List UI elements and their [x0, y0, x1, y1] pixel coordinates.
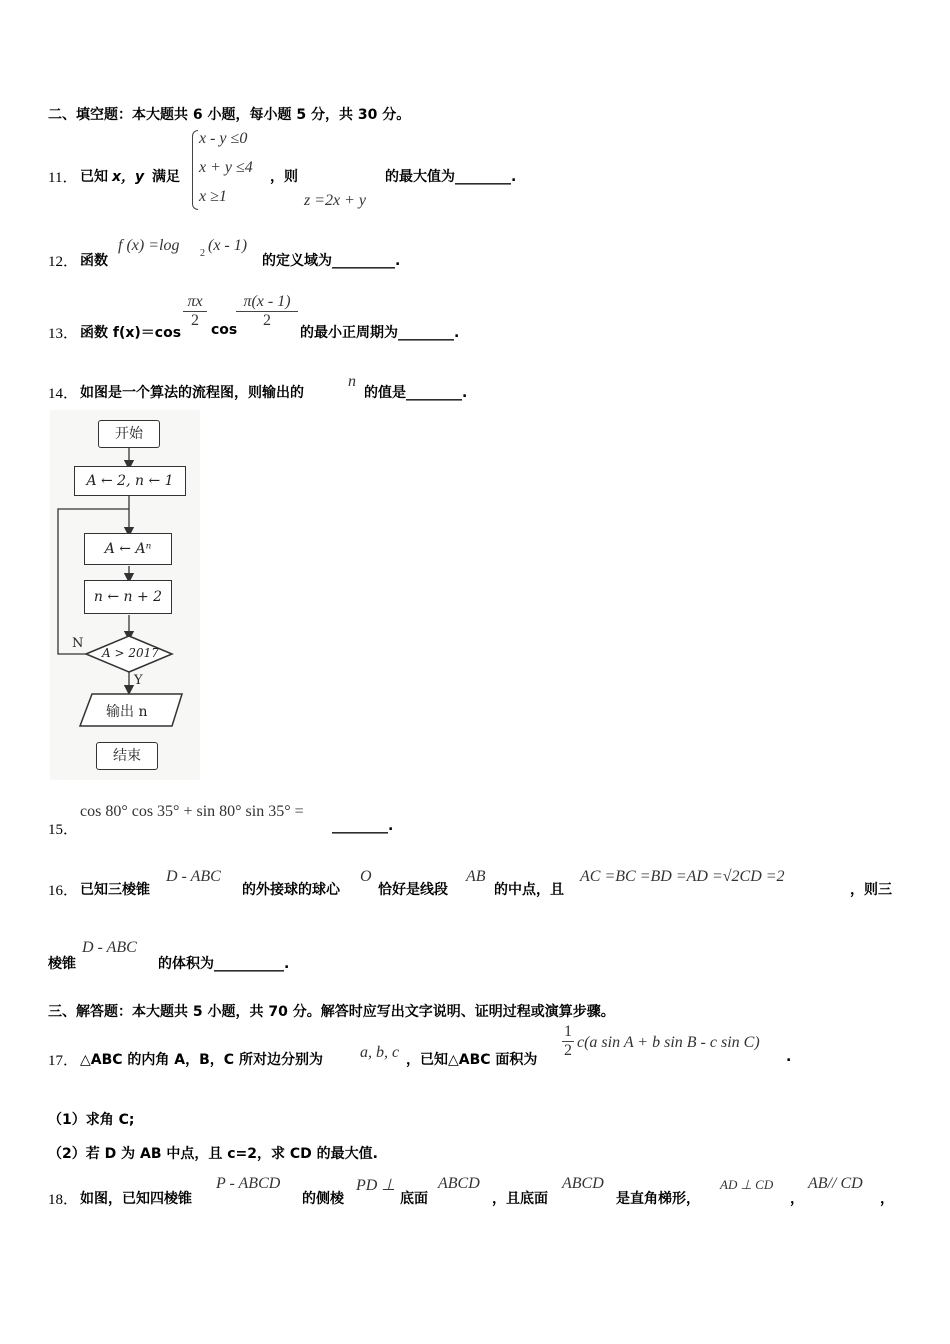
q13-fraction-2-numerator: π(x - 1) — [243, 293, 291, 310]
q16-center: O — [360, 868, 372, 885]
q11-number: 11． — [48, 170, 78, 186]
q18-text-a: 如图，已知四棱锥 — [80, 1191, 192, 1207]
q15-expression: cos 80° cos 35° + sin 80° sin 35° = — [80, 803, 304, 820]
q13-number: 13． — [48, 326, 79, 342]
q16-text-e: ，则三 — [850, 882, 892, 898]
q11-text-d: 的最大值为________. — [385, 169, 517, 185]
q16-line2-pyramid: D - ABC — [82, 939, 137, 956]
q17-end: . — [786, 1049, 792, 1065]
q18-pyramid: P - ABCD — [216, 1175, 281, 1192]
flowchart-start: 开始 — [98, 420, 160, 448]
q18-base-2: ABCD — [562, 1175, 604, 1192]
q17-part-2: （2）若 D 为 AB 中点，且 c=2，求 CD 的最大值. — [48, 1146, 378, 1162]
flowchart-condition: A > 2017 — [102, 646, 159, 660]
q14-number: 14． — [48, 386, 79, 402]
q17-fraction — [562, 1023, 574, 1060]
q15-number: 15． — [48, 822, 79, 838]
q12-function: f (x) =log — [118, 237, 180, 254]
q13-fraction-2 — [236, 293, 298, 330]
q16-condition: AC =BC =BD =AD =√2CD =2 — [580, 868, 785, 885]
q16-line2-text-b: 的体积为__________. — [158, 956, 290, 972]
q13-cos-2: cos — [211, 322, 238, 338]
q11-constraint-1: x - y ≤0 — [199, 130, 248, 147]
q12-argument: (x - 1) — [208, 237, 248, 254]
q17-part-1: （1）求角 C; — [48, 1112, 135, 1128]
q16-text-b: 的外接球的球心 — [242, 882, 340, 898]
q18-edge: PD ⊥ — [356, 1177, 396, 1194]
flowchart-step-power: A ← Aⁿ — [84, 533, 172, 565]
q13-fraction-1-denominator: 2 — [183, 311, 207, 330]
flowchart-step-increment: n ← n + 2 — [84, 580, 172, 614]
q11-vars: x，y — [112, 169, 145, 185]
q13-text-a: 函数 f(x)＝cos — [80, 325, 182, 341]
q16-text-c: 恰好是线段 — [378, 882, 448, 898]
q17-fraction-denominator: 2 — [564, 1042, 572, 1059]
flowchart — [50, 410, 200, 780]
flowchart-output: 输出 n — [106, 704, 148, 720]
q14-text-a: 如图是一个算法的流程图，则输出的 — [80, 385, 304, 401]
q18-text-b: 的侧棱 — [302, 1191, 344, 1207]
q11-text-a: 已知 — [80, 169, 108, 185]
q18-text-e: 是直角梯形， — [616, 1191, 700, 1207]
flowchart-yes-label: Y — [134, 673, 143, 688]
q17-sides: a, b, c — [360, 1044, 400, 1061]
q13-fraction-2-denominator: 2 — [236, 311, 298, 330]
q12-number: 12． — [48, 254, 79, 270]
q17-area-expression: c(a sin A + b sin B - c sin C) — [577, 1034, 760, 1051]
q13-fraction-1-numerator: πx — [187, 293, 203, 310]
q16-number: 16． — [48, 883, 79, 899]
q18-end: ， — [880, 1191, 894, 1207]
q15-blank: ________. — [332, 818, 394, 834]
q18-number: 18． — [48, 1192, 79, 1208]
q17-number: 17． — [48, 1053, 79, 1069]
q14-text-b: 的值是________. — [364, 385, 468, 401]
q18-condition-1: AD ⊥ CD — [720, 1177, 774, 1192]
section2-heading: 二、填空题：本大题共 6 小题，每小题 5 分，共 30 分。 — [48, 107, 411, 123]
q18-separator: ， — [790, 1191, 804, 1207]
q13-fraction-1 — [183, 293, 207, 330]
flowchart-no-label: N — [72, 636, 84, 651]
q17-text-a: △ABC 的内角 A，B，C 所对边分别为 — [80, 1052, 323, 1068]
q18-text-d: ，且底面 — [492, 1191, 548, 1207]
q12-text-a: 函数 — [80, 253, 108, 269]
q16-pyramid: D - ABC — [166, 868, 221, 885]
flowchart-init: A ← 2, n ← 1 — [74, 466, 186, 496]
q16-segment: AB — [466, 868, 486, 885]
q18-text-c: 底面 — [400, 1191, 428, 1207]
q17-fraction-numerator: 1 — [564, 1023, 572, 1040]
section3-heading: 三、解答题：本大题共 5 小题，共 70 分。解答时应写出文字说明、证明过程或演算步骤。 — [48, 1004, 615, 1020]
q17-text-b: ，已知△ABC 面积为 — [406, 1052, 538, 1068]
q12-log-base: 2 — [200, 248, 205, 259]
flowchart-end: 结束 — [96, 742, 158, 770]
q18-base-1: ABCD — [438, 1175, 480, 1192]
q11-system-brace — [192, 130, 198, 210]
q14-var: n — [348, 373, 356, 390]
q11-constraint-3: x ≥1 — [199, 188, 227, 205]
q18-condition-2: AB// CD — [808, 1175, 863, 1192]
q11-text-c: ，则 — [270, 169, 298, 185]
q12-text-b: 的定义域为_________. — [262, 253, 401, 269]
q16-text-d: 的中点，且 — [494, 882, 564, 898]
q13-text-b: 的最小正周期为________. — [300, 325, 460, 341]
q11-text-b: 满足 — [152, 169, 180, 185]
q11-constraint-2: x + y ≤4 — [199, 159, 253, 176]
q16-text-a: 已知三棱锥 — [80, 882, 150, 898]
q11-objective: z =2x + y — [304, 192, 367, 209]
q16-line2-text-a: 棱锥 — [48, 956, 76, 972]
